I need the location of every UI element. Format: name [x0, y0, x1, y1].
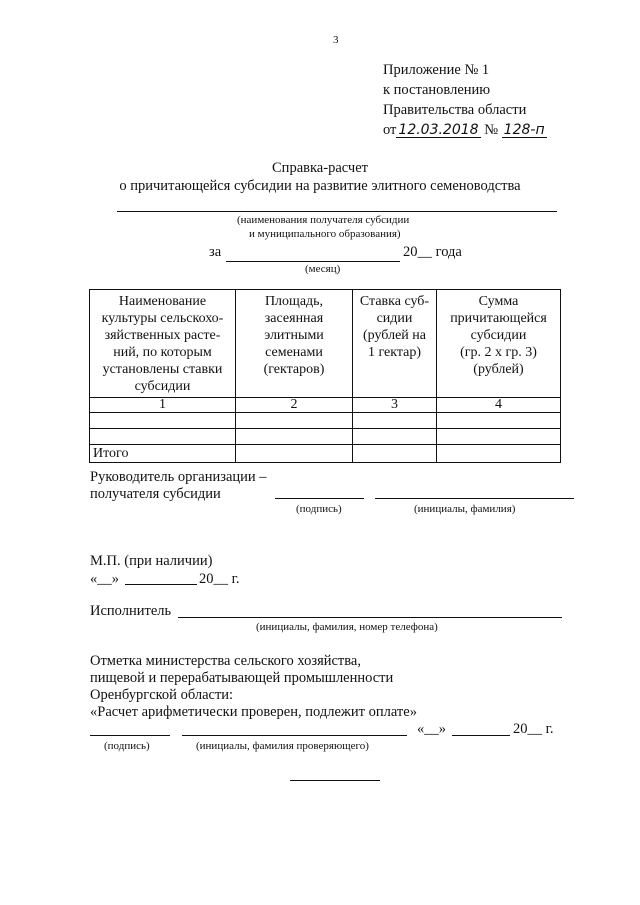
head-label-2: получателя субсидии	[90, 486, 221, 502]
table-cell	[353, 445, 437, 463]
table-cell	[236, 445, 353, 463]
recipient-name-line	[117, 211, 557, 212]
ministry-sign-line	[90, 735, 170, 736]
appendix-line-1: Приложение № 1	[383, 62, 490, 78]
table-cell	[353, 429, 437, 445]
ministry-name-line	[182, 735, 407, 736]
date-prefix: от	[383, 122, 397, 138]
table-cell	[236, 429, 353, 445]
ministry-name-caption: (инициалы, фамилия проверяющего)	[196, 740, 369, 752]
month-line	[226, 261, 400, 262]
head-name-caption: (инициалы, фамилия)	[414, 503, 516, 515]
ministry-date-year: 20__ г.	[513, 721, 554, 737]
seal-month-line	[125, 584, 197, 585]
recipient-caption-1: (наименования получателя субсидии	[237, 214, 410, 226]
handwritten-number: 128-п	[503, 122, 545, 138]
ministry-line-1: Отметка министерства сельского хозяйства,	[90, 653, 361, 669]
table-cell	[437, 445, 561, 463]
closing-divider	[290, 780, 380, 781]
executor-caption: (инициалы, фамилия, номер телефона)	[256, 621, 438, 633]
appendix-block	[383, 60, 547, 140]
month-caption: (месяц)	[305, 263, 341, 275]
number-sign: №	[484, 122, 499, 138]
column-number: 2	[236, 398, 353, 413]
ministry-sign-caption: (подпись)	[104, 740, 150, 752]
table-row	[90, 429, 561, 445]
handwritten-date: 12.03.2018	[398, 122, 479, 138]
table-row	[90, 413, 561, 429]
column-number: 3	[353, 398, 437, 413]
table-total-row	[90, 445, 561, 463]
header-rate: Ставка суб- сидии (рублей на 1 гектар)	[353, 290, 437, 398]
header-area: Площадь, засеянная элитными семенами (гектаров)	[236, 290, 353, 398]
column-number: 4	[437, 398, 561, 413]
subsidy-table	[89, 289, 561, 463]
page-number: 3	[333, 34, 339, 46]
appendix-date-line	[383, 120, 547, 140]
table-cell	[90, 429, 236, 445]
header-crop: Наименование культуры сельскохо- зяйственных расте- ний, по которым установлены ставки субсидии	[90, 290, 236, 398]
appendix-line-3: Правительства области	[383, 102, 527, 118]
seal-label: М.П. (при наличии)	[90, 553, 213, 569]
ministry-line-3: Оренбургской области:	[90, 687, 234, 703]
period-prefix: за	[209, 244, 222, 260]
head-sign-line	[275, 498, 364, 499]
total-label: Итого	[90, 445, 236, 463]
head-name-line	[375, 498, 574, 499]
seal-date-year: 20__ г.	[199, 571, 240, 587]
header-amount: Сумма причитающейся субсидии (гр. 2 х гр. 3) (рублей)	[437, 290, 561, 398]
document-title: Справка-расчет	[272, 160, 368, 176]
table-column-numbers-row	[90, 398, 561, 413]
table-cell	[437, 429, 561, 445]
head-label-1: Руководитель организации –	[90, 469, 267, 485]
executor-line	[178, 617, 562, 618]
recipient-caption-2: и муниципального образования)	[249, 228, 401, 240]
table-cell	[437, 413, 561, 429]
table-cell	[90, 413, 236, 429]
period-year: 20__ года	[403, 244, 462, 260]
table-cell	[353, 413, 437, 429]
ministry-line-2: пищевой и перерабатывающей промышленности	[90, 670, 394, 686]
document-subtitle: о причитающейся субсидии на развитие элитного семеноводства	[119, 178, 521, 194]
table-cell	[236, 413, 353, 429]
table-header-row	[90, 290, 561, 398]
ministry-date-open: «__»	[417, 721, 446, 737]
seal-date-open: «__»	[90, 571, 119, 587]
ministry-month-line	[452, 735, 510, 736]
ministry-line-4: «Расчет арифметически проверен, подлежит оплате»	[90, 704, 417, 720]
appendix-line-2: к постановлению	[383, 82, 491, 98]
executor-label: Исполнитель	[90, 603, 172, 619]
head-sign-caption: (подпись)	[296, 503, 342, 515]
column-number: 1	[90, 398, 236, 413]
